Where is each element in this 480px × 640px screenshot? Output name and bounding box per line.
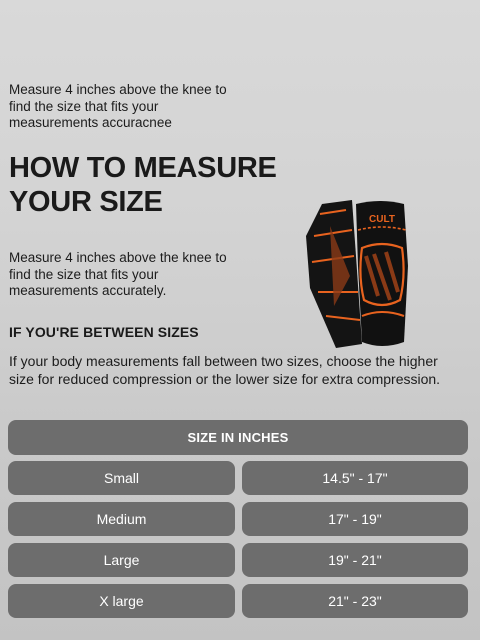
- knee-sleeve-image: [300, 196, 420, 352]
- range-cell-medium: 17" - 19": [242, 502, 468, 536]
- size-table-header: SIZE IN INCHES: [8, 420, 468, 455]
- size-cell-large: Large: [8, 543, 235, 577]
- size-cell-medium: Medium: [8, 502, 235, 536]
- page-title: [9, 151, 309, 219]
- range-cell-small: 14.5" - 17": [242, 461, 468, 495]
- range-cell-large: 19" - 21": [242, 543, 468, 577]
- size-cell-small: Small: [8, 461, 235, 495]
- page-title-line-1: HOW TO MEASURE: [9, 152, 277, 184]
- measure-instructions: Measure 4 inches above the knee to find the size that fits your measurements accurately.: [9, 250, 227, 298]
- between-sizes-title: IF YOU'RE BETWEEN SIZES: [9, 324, 199, 340]
- between-sizes-text: If your body measurements fall between two sizes, choose the higher size for reduced compression or the lower size for extra compression.: [9, 353, 441, 387]
- brand-logo: CULT: [369, 214, 395, 225]
- intro-text: Measure 4 inches above the knee to find the size that fits your measurements accuracnee: [9, 82, 227, 130]
- range-cell-x-large: 21" - 23": [242, 584, 468, 618]
- page-title-line-2: YOUR SIZE: [9, 186, 163, 218]
- size-cell-x-large: X large: [8, 584, 235, 618]
